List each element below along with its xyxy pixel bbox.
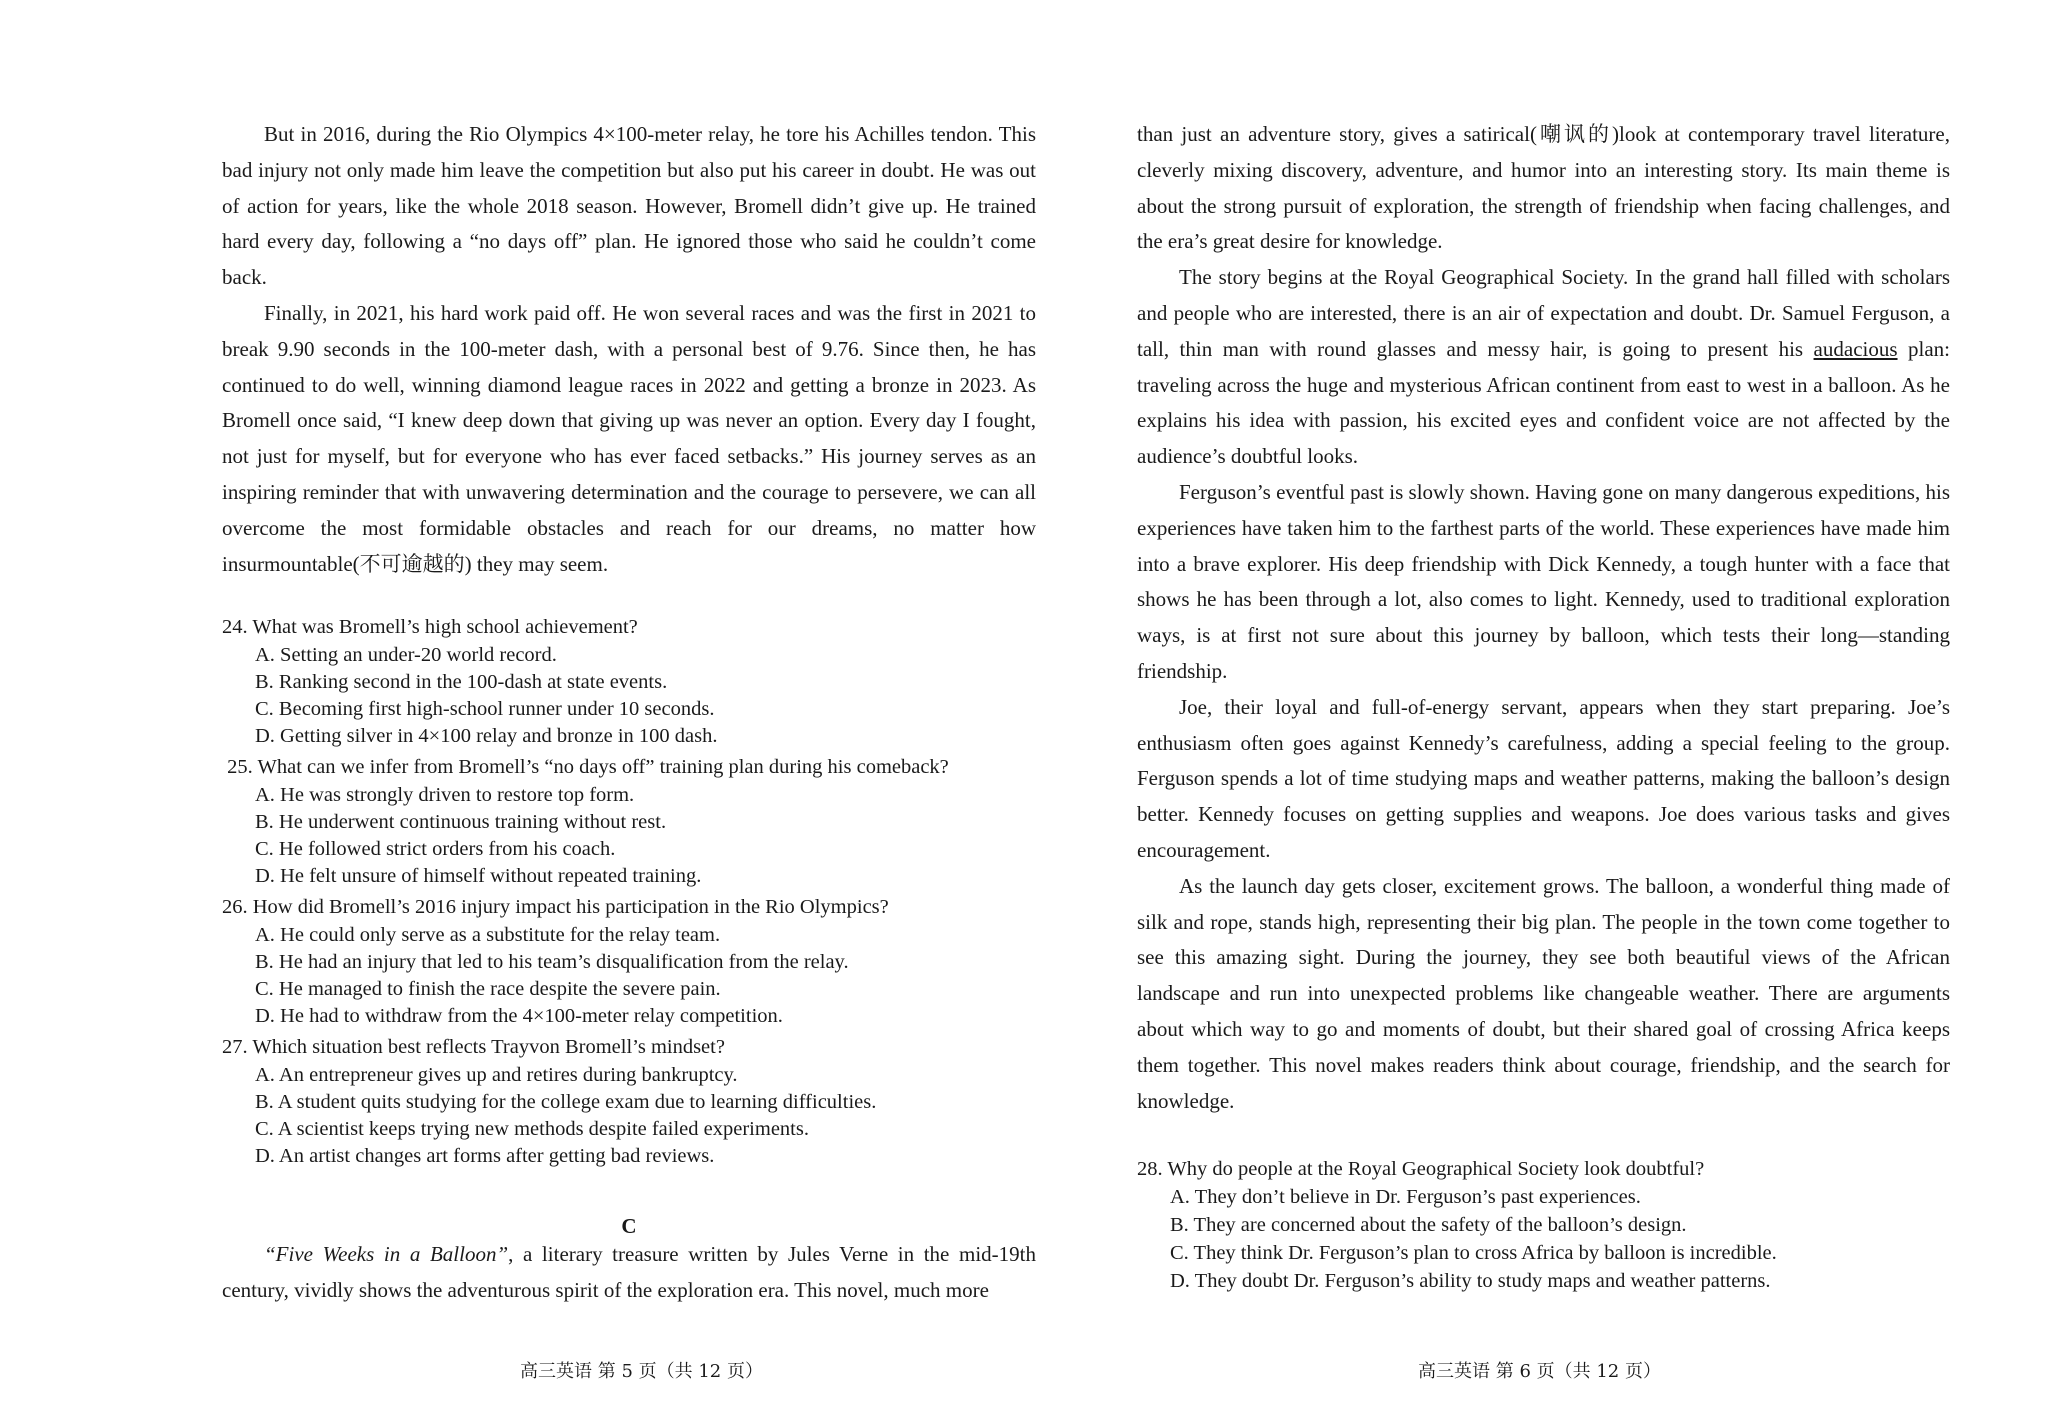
option-c: C. A scientist keeps trying new methods despite failed experiments. [255,1118,809,1141]
passage-c-paragraph-4: Joe, their loyal and full-of-energy servant, appears when they start preparing. Joe’s enthusiasm often goes against Kennedy’s carefulness, adding a special feeling to the group. Ferguson spends a lot of time studying maps and weather patterns, making the balloon’s design better. Kennedy focuses on getting supplies and weapons. Joe does various tasks and gives encouragement. [1137,694,1950,862]
option-b: B. He had an injury that led to his team’s disqualification from the relay. [255,950,849,973]
option-b: B. A student quits studying for the college exam due to learning difficulties. [255,1090,877,1113]
option-a: A. They don’t believe in Dr. Ferguson’s past experiences. [1170,1186,1641,1209]
option-d: D. He had to withdraw from the 4×100-meter relay competition. [255,1005,783,1028]
question-26 [222,894,1036,1030]
option-b: B. He underwent continuous training without rest. [255,810,667,833]
option-a: A. He was strongly driven to restore top form. [255,783,635,806]
passage-b-paragraph-1: But in 2016, during the Rio Olympics 4×100-meter relay, he tore his Achilles tendon. This bad injury not only made him leave the competition but also put his career in doubt. He was out of action for years, like the whole 2018 season. However, Bromell didn’t give up. He trained hard every day, following a “no days off” plan. He ignored those who said he couldn’t come back. [222,122,1036,290]
option-c: C. He followed strict orders from his coach. [255,837,616,860]
option-d: D. An artist changes art forms after getting bad reviews. [255,1145,715,1168]
paragraph-text: The story begins at the Royal Geographical Society. In the grand hall filled with scholars and people who are interested, there is an air of expectation and doubt. Dr. Samuel Ferguson, a tall, thin man with round glasses and messy hair, is going to present his [1137,265,1950,361]
question-25 [222,754,1036,890]
question-stem: 28. Why do people at the Royal Geographical Society look doubtful? [1137,1158,1705,1181]
question-stem: 26. How did Bromell’s 2016 injury impact his participation in the Rio Olympics? [222,896,889,919]
novel-title: “Five Weeks in a Balloon” [264,1242,509,1267]
option-c: C. Becoming first high-school runner under 10 seconds. [255,697,715,720]
option-b: B. Ranking second in the 100-dash at state events. [255,670,668,693]
option-d: D. Getting silver in 4×100 relay and bronze in 100 dash. [255,725,718,748]
passage-c-paragraph-2 [1137,260,1950,475]
question-28 [1137,1155,1950,1295]
passage-c-paragraph-3: Ferguson’s eventful past is slowly shown. Having gone on many dangerous expeditions, his experiences have taken him to the farthest parts of the world. These experiences have made him into a brave explorer. His deep friendship with Dick Kennedy, a tough hunter with a face that shows he has been through a lot, also comes to light. Kennedy, used to traditional exploration ways, is at first not sure about this journey by balloon, which tests their long—standing friendship. [1137,479,1950,683]
option-c: C. They think Dr. Ferguson’s plan to cross Africa by balloon is incredible. [1170,1242,1777,1265]
passage-c-paragraph-1-start [222,1237,1036,1309]
question-stem: 27. Which situation best reflects Trayvon Bromell’s mindset? [222,1036,725,1059]
section-c-heading: C [621,1214,637,1239]
right-page-column [1137,117,1950,1295]
option-a: A. Setting an under-20 world record. [255,643,557,666]
passage-c-paragraph-5: As the launch day gets closer, excitement grows. The balloon, a wonderful thing made of silk and rope, stands high, representing their big plan. The people in the town come together to see this amazing sight. During the journey, they see both beautiful views of the African landscape and run into unexpected problems like changeable weather. There are arguments about which way to go and moments of doubt, but their shared goal of crossing Africa keeps them together. This novel makes readers think about courage, friendship, and the search for knowledge. [1137,873,1950,1113]
option-a: A. He could only serve as a substitute for the relay team. [255,923,721,946]
question-27 [222,1034,1036,1170]
underlined-word-audacious: audacious [1813,336,1898,361]
questions-24-27 [222,614,1036,1170]
page-footer-right: 高三英语 第 6 页（共 12 页） [1418,1361,1661,1382]
option-d: D. They doubt Dr. Ferguson’s ability to study maps and weather patterns. [1170,1270,1771,1293]
page-footer-left: 高三英语 第 5 页（共 12 页） [520,1361,763,1382]
passage-c-text: , a literary treasure written by Jules Verne in the mid-19th century, vividly shows the adventurous spirit of the exploration era. This novel, much more [222,1242,1036,1303]
left-page-column [222,117,1036,1309]
option-a: A. An entrepreneur gives up and retires during bankruptcy. [255,1063,738,1086]
option-c: C. He managed to finish the race despite the severe pain. [255,978,721,1000]
question-24 [222,614,1036,750]
paragraph-text: plan: traveling across the huge and mysterious African continent from east to west in a balloon. As he explains his idea with passion, his excited eyes and confident voice are not affected by the audience’s doubtful looks. [1137,336,1950,469]
option-d: D. He felt unsure of himself without repeated training. [255,865,702,888]
question-stem: 25. What can we infer from Bromell’s “no days off” training plan during his comeback? [222,756,949,779]
passage-c-paragraph-1-continued: than just an adventure story, gives a satirical(嘲讽的)look at contemporary travel literature, cleverly mixing discovery, adventure, and humor into an interesting story. Its main theme is about the strong pursuit of exploration, the strength of friendship when facing challenges, and the era’s great desire for knowledge. [1137,122,1950,254]
question-stem: 24. What was Bromell’s high school achievement? [222,616,638,639]
passage-b-paragraph-2: Finally, in 2021, his hard work paid off. He won several races and was the first in 2021 to break 9.90 seconds in the 100-meter dash, with a personal best of 9.76. Since then, he has continued to do well, winning diamond league races in 2022 and getting a bronze in 2023. As Bromell once said, “I knew deep down that giving up was never an option. Every day I fought, not just for myself, but for everyone who has ever faced setbacks.” His journey serves as an inspiring reminder that with unwavering determination and the courage to persevere, we can all overcome the most formidable obstacles and reach for our dreams, no matter how insurmountable(不可逾越的) they may seem. [222,300,1036,576]
option-b: B. They are concerned about the safety of the balloon’s design. [1170,1214,1687,1237]
